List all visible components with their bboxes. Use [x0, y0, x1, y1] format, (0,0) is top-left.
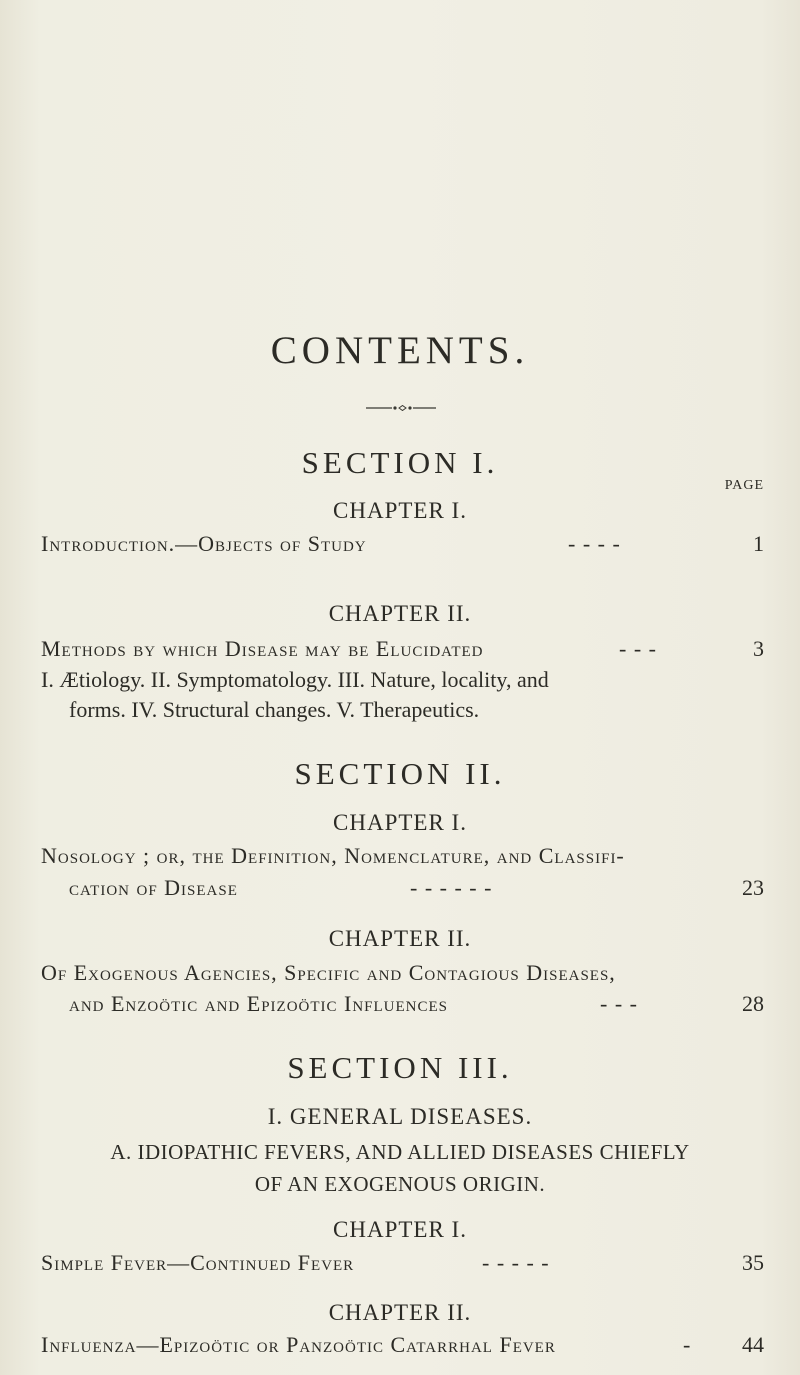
s1-c1-page: 1	[753, 531, 764, 556]
s3-subheading: I. GENERAL DISEASES.	[267, 1104, 533, 1129]
section-3-heading: SECTION III.	[287, 1050, 513, 1085]
s1-c2-subtext-line-2: forms. IV. Structural changes. V. Therapeutics.	[69, 697, 480, 722]
s3-c1-page: 35	[742, 1250, 764, 1275]
s2-chapter-1-heading: CHAPTER I.	[333, 810, 467, 835]
s2-c2-entry-line-1: Of Exogenous Agencies, Specific and Contagious Diseases,	[41, 960, 616, 985]
section-2-heading: SECTION II.	[294, 756, 506, 791]
s1-c2-subtext-line-1: I. Ætiology. II. Symptomatology. III. Nature, locality, and	[41, 667, 549, 692]
page-title: CONTENTS.	[270, 329, 530, 372]
s1-chapter-2-heading: CHAPTER II.	[328, 601, 472, 626]
s3-chapter-2-heading: CHAPTER II.	[328, 1300, 472, 1325]
s3-c2-leaders: -	[683, 1332, 692, 1357]
section-1-heading: SECTION I.	[301, 445, 499, 480]
s3-c2-page: 44	[742, 1332, 764, 1357]
s1-chapter-1-heading: CHAPTER I.	[333, 498, 467, 523]
ornament-divider-icon	[366, 405, 436, 411]
s1-c2-leaders: - - -	[619, 636, 657, 661]
s2-c1-page: 23	[742, 875, 764, 900]
s2-chapter-2-heading: CHAPTER II.	[328, 926, 472, 951]
s1-c1-entry: Introduction.—Objects of Study	[41, 531, 367, 556]
s2-c1-entry-line-1: Nosology ; or, the Definition, Nomenclature, and Classifi-	[41, 843, 625, 868]
s3-c1-leaders: - - - - -	[482, 1250, 550, 1275]
s2-c1-leaders: - - - - - -	[410, 875, 493, 900]
s2-c1-entry-line-2: cation of Disease	[69, 875, 238, 900]
page-column-label: PAGE	[724, 478, 764, 493]
s1-c1-leaders: - - - -	[568, 531, 621, 556]
s3-c1-entry: Simple Fever—Continued Fever	[41, 1250, 355, 1275]
s2-c2-entry-line-2: and Enzoötic and Epizoötic Influences	[69, 991, 449, 1016]
s3-c2-entry: Influenza—Epizoötic or Panzoötic Catarrhal Fever	[41, 1332, 556, 1357]
s1-c2-entry: Methods by which Disease may be Elucidated	[41, 636, 484, 661]
s3-chapter-1-heading: CHAPTER I.	[333, 1217, 467, 1242]
s1-c2-page: 3	[753, 636, 764, 661]
s3-group-heading-line-2: OF AN EXOGENOUS ORIGIN.	[254, 1172, 546, 1196]
s2-c2-page: 28	[742, 991, 764, 1016]
s2-c2-leaders: - - -	[600, 991, 638, 1016]
s3-group-heading-line-1: A. IDIOPATHIC FEVERS, AND ALLIED DISEASES CHIEFLY	[110, 1140, 690, 1164]
